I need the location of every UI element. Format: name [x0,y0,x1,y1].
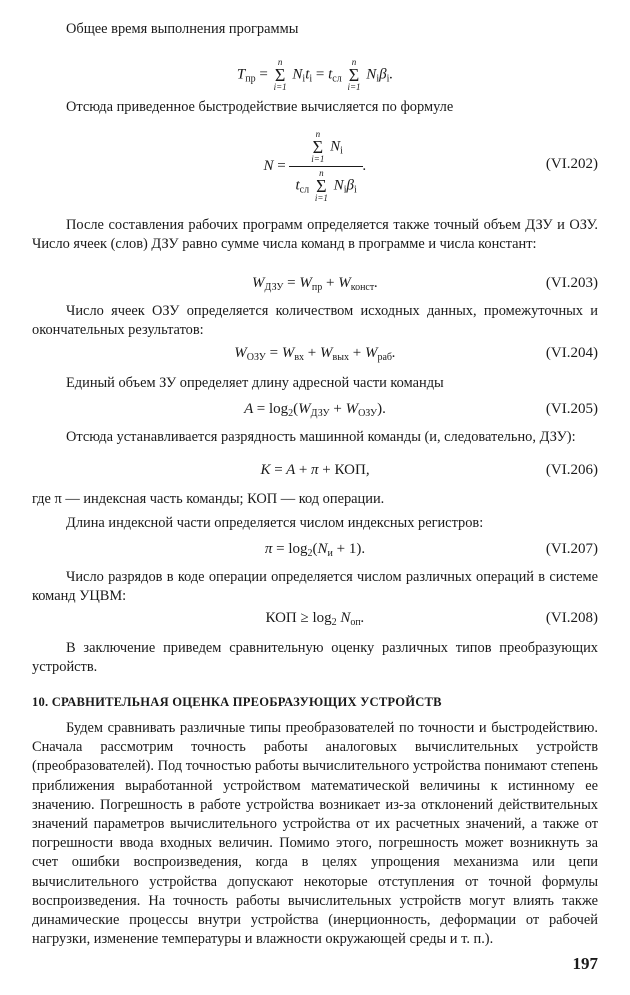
paragraph-index-length: Длина индексной части определяется числом индексных регистров: [66,515,484,531]
sub: 2 [307,548,313,559]
paragraph-where: где π — индексная часть команды; КОП — код операции. [32,491,385,507]
equation-total-time [32,52,598,92]
equation-vi-206 [32,458,598,482]
var: КОП [334,462,366,478]
sum-lower-limit: i=1 [273,82,287,92]
equation-number: (VI.205) [545,401,598,417]
equation-vi-208-formula: КОП ≥ $\log_2 N_{оп}$. [265,610,365,628]
paragraph-dzu-ozu-volume: После составления рабочих программ определяется также точный объем ДЗУ и ОЗУ. Число ячеек (слов) ДЗУ равно сумме числа команд в программе и числа констант: [32,217,598,253]
sub: i [309,73,313,85]
sum-lower-limit: i=1 [314,193,328,203]
var: π [264,541,273,557]
equation-vi-208 [32,606,598,630]
var: W [299,275,312,291]
var: W [234,345,247,361]
var: W [338,275,351,291]
equation-vi-203 [32,271,598,295]
sum-upper-limit: n [315,129,321,139]
equation-number: (VI.207) [545,541,598,557]
equation-vi-203-formula: $W_{ДЗУ} = W_{пр} + W_{конст}$. [252,275,378,293]
var: W [281,345,295,361]
var: β [379,66,387,83]
var: T [236,66,246,83]
var: W [298,401,311,417]
var: t [305,66,310,83]
sub: i [343,184,347,196]
equation-vi-205-formula: $A = \log_2(W_{ДЗУ} + W_{ОЗУ})$. [244,401,386,419]
equation-total-time-formula: $T_{пр}$ = n Σ i=1 $N_it_i = t_{сл}$ n Σ i=1 $N_i\beta_i$. [236,57,394,92]
var: 1 [348,541,357,557]
equation-vi-204-formula: $W_{ОЗУ} = W_{вх} + W_{вых} + W_{раб}$. [234,345,396,363]
sub: ОЗУ [358,408,378,419]
var: A [286,462,296,478]
sub: пр [245,73,256,85]
sub: ОЗУ [246,352,266,363]
equation-vi-202 [32,126,598,210]
paragraph-opcode-bits: Число разрядов в коде операции определяется числом различных операций в системе команд УЦВМ: [32,569,598,605]
sum-upper-limit: n [277,57,283,67]
log-function: log [288,541,308,557]
var: N [366,66,377,83]
var: K [260,462,271,478]
sum-lower-limit: i=1 [347,82,361,92]
log-function: log [312,610,332,626]
equation-number: (VI.204) [545,345,598,361]
var: N [340,610,351,626]
sub: сл [299,184,310,196]
equation-number: (VI.202) [545,156,598,172]
var: W [345,401,359,417]
sub: i [386,73,390,85]
equation-number: (VI.208) [545,610,598,626]
var: π [311,462,319,478]
sub: оп [350,617,361,628]
sub: и [327,548,333,559]
var: N [317,541,328,557]
equation-number: (VI.206) [545,462,598,478]
var: A [244,401,254,417]
var: β [346,177,354,194]
sub: i [353,184,357,196]
var: W [364,345,378,361]
equation-vi-202-formula: N = n Σ i=1 $N_i$ $t_{сл}$ n Σ i=1 $N_i\beta_i$ . [263,129,367,203]
fraction [289,130,362,203]
sub: 2 [331,617,337,628]
paragraph-conclusion: В заключение приведем сравнительную оценку различных типов преобразующих устройств. [32,640,598,676]
sub: сл [332,73,342,85]
sub: 2 [288,408,294,419]
sub: пр [311,282,323,293]
paragraph-address-length: Единый объем ЗУ определяет длину адресной части команды [66,375,444,391]
summation: n Σ i=1 [273,57,287,92]
var: t [328,66,333,83]
sub: i [376,73,380,85]
sum-lower-limit: i=1 [311,154,325,164]
equation-vi-205 [32,397,598,421]
sub: раб [377,352,392,363]
var: t [295,177,300,194]
sub: i [302,73,306,85]
var: N [333,177,344,194]
var: W [252,275,265,291]
sub: вых [332,352,349,363]
sub: конст [350,282,375,293]
var: N [330,138,341,155]
var: КОП [265,610,297,626]
sub: вх [294,352,305,363]
var: N [292,66,303,83]
page-number: 197 [572,954,598,973]
section-heading: 10. СРАВНИТЕЛЬНАЯ ОЦЕНКА ПРЕОБРАЗУЮЩИХ УСТРОЙСТВ [32,695,442,709]
sum-upper-limit: n [351,57,357,67]
paragraph-total-time: Общее время выполнения программы [66,21,299,37]
summation: n Σ i=1 [314,168,328,203]
sum-upper-limit: n [319,168,324,178]
equation-vi-206-formula: K = A + π + КОП, [260,462,370,478]
equation-vi-204 [32,341,598,365]
paragraph-performance: Отсюда приведенное быстродействие вычисляется по формуле [66,99,454,115]
paragraph-comparison: Будем сравнивать различные типы преобразователей по точности и быстродействию. Сначала рассмотрим точность работы аналоговых вычислительных устройств (преобразователей). Под точностью работы вычислительного устройства понимают степень приближения выработанной устройством математической величины к истинному ее значению. Погрешность в работе устройства возникает из-за отклонений действительных значений параметров вычислительного устройства от их расчетных значений, а также от погрешности ввода входных величин. Помимо этого, погрешность может возникнуть за счет ошибки воспроизведения, когда в целях упрощения механизма или цепи вычислительного устройства допускают некоторые отступления от точной формулы воспроизведения. На точность работы вычислительных устройств могут влиять также динамические процессы внутри устройства (инерционность, деформации от рабочей нагрузки, изменение температуры и влажности окружающей среды и т. п.). [32,720,598,948]
equation-number: (VI.203) [545,275,598,291]
paragraph-command-width: Отсюда устанавливается разрядность машинной команды (и, следовательно, ДЗУ): [66,429,576,445]
summation: n Σ i=1 [311,129,325,164]
var: W [320,345,333,361]
paragraph-ozu-cells: Число ячеек ОЗУ определяется количеством исходных данных, промежуточных и окончательных результатов: [32,303,598,339]
sub: i [340,145,343,157]
var: N [263,157,274,174]
log-function: log [269,401,289,417]
equation-vi-207 [32,537,598,561]
numerator [289,130,362,167]
equation-vi-207-formula: $\pi = \log_2(N_и + 1)$. [264,541,366,559]
sub: ДЗУ [310,408,330,419]
sub: ДЗУ [264,282,284,293]
denominator [289,167,362,203]
summation: n Σ i=1 [347,57,361,92]
